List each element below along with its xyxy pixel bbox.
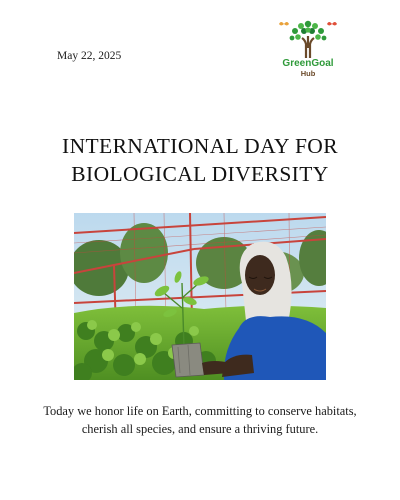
greengoal-hub-logo bbox=[272, 18, 344, 80]
greenhouse-nursery-image bbox=[74, 213, 326, 380]
page-title bbox=[20, 132, 380, 188]
title-line-1: INTERNATIONAL DAY FOR bbox=[62, 134, 338, 158]
logo-subtitle: Hub bbox=[300, 69, 316, 78]
logo-wordmark: GreenGoal bbox=[282, 58, 334, 69]
tree-icon bbox=[278, 18, 338, 58]
hero-photo bbox=[74, 213, 326, 380]
title-line-2: BIOLOGICAL DIVERSITY bbox=[71, 162, 329, 186]
post-date: May 22, 2025 bbox=[57, 50, 122, 62]
caption-text: Today we honor life on Earth, committing to conserve habitats, cherish all species, and ensure a thriving future. bbox=[43, 404, 357, 436]
